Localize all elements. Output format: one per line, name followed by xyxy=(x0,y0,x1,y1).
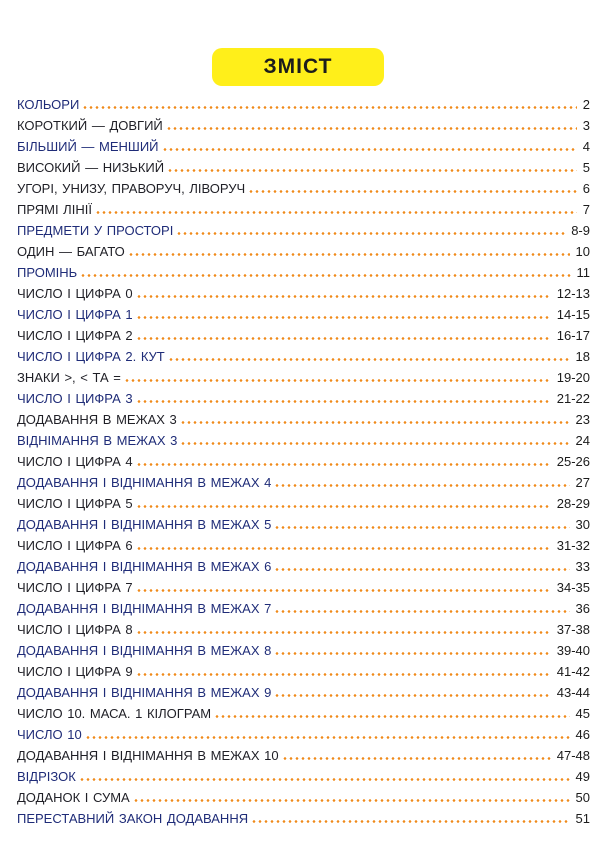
toc-entry[interactable] xyxy=(17,113,590,134)
toc-entry-page: 19-20 xyxy=(556,370,590,385)
dot-leader xyxy=(136,463,551,466)
toc-entry[interactable] xyxy=(17,92,590,113)
toc-entry-page: 8-9 xyxy=(571,223,590,238)
table-of-contents xyxy=(17,92,590,827)
toc-entry-page: 36 xyxy=(575,601,590,616)
toc-entry-page: 47-48 xyxy=(556,748,590,763)
dot-leader xyxy=(136,337,551,340)
dot-leader xyxy=(180,421,570,424)
toc-entry-title: ДОДАВАННЯ І ВІДНІМАННЯ В МЕЖАХ 9 xyxy=(17,685,272,700)
toc-entry-page: 41-42 xyxy=(556,664,590,679)
dot-leader xyxy=(136,673,551,676)
toc-entry-title: ЧИСЛО І ЦИФРА 5 xyxy=(17,496,133,511)
toc-entry[interactable] xyxy=(17,491,590,512)
toc-entry[interactable] xyxy=(17,701,590,722)
toc-entry-title: ПРЯМІ ЛІНІЇ xyxy=(17,202,92,217)
page-title: ЗМІСТ xyxy=(263,55,333,78)
toc-entry[interactable] xyxy=(17,260,590,281)
dot-leader xyxy=(180,442,569,445)
toc-entry-title: ДОДАВАННЯ І ВІДНІМАННЯ В МЕЖАХ 8 xyxy=(17,643,272,658)
toc-entry[interactable] xyxy=(17,365,590,386)
toc-entry-page: 11 xyxy=(576,265,590,280)
dot-leader xyxy=(166,127,577,130)
dot-leader xyxy=(82,106,576,109)
toc-entry-page: 34-35 xyxy=(556,580,590,595)
dot-leader xyxy=(85,736,570,739)
toc-entry-page: 23 xyxy=(575,412,590,427)
toc-entry-page: 5 xyxy=(582,160,590,175)
title-badge xyxy=(212,48,384,86)
toc-entry-page: 18 xyxy=(575,349,590,364)
toc-entry-title: ВІДНІМАННЯ В МЕЖАХ 3 xyxy=(17,433,178,448)
toc-entry-title: ЧИСЛО І ЦИФРА 2. КУТ xyxy=(17,349,165,364)
dot-leader xyxy=(168,358,570,361)
toc-entry-page: 31-32 xyxy=(556,538,590,553)
dot-leader xyxy=(80,274,570,277)
toc-entry-title: ВІДРІЗОК xyxy=(17,769,76,784)
toc-entry[interactable] xyxy=(17,554,590,575)
toc-entry[interactable] xyxy=(17,575,590,596)
toc-entry-title: ЧИСЛО І ЦИФРА 4 xyxy=(17,454,133,469)
toc-entry-title: ЧИСЛО І ЦИФРА 1 xyxy=(17,307,133,322)
toc-entry-page: 6 xyxy=(582,181,590,196)
dot-leader xyxy=(136,505,551,508)
toc-entry-page: 43-44 xyxy=(556,685,590,700)
toc-entry-page: 39-40 xyxy=(556,643,590,658)
toc-entry-title: ДОДАВАННЯ І ВІДНІМАННЯ В МЕЖАХ 5 xyxy=(17,517,272,532)
toc-entry[interactable] xyxy=(17,428,590,449)
toc-entry-title: ДОДАВАННЯ В МЕЖАХ 3 xyxy=(17,412,177,427)
dot-leader xyxy=(274,652,550,655)
dot-leader xyxy=(214,715,569,718)
toc-entry[interactable] xyxy=(17,512,590,533)
toc-entry[interactable] xyxy=(17,617,590,638)
toc-entry-title: ПРЕДМЕТИ У ПРОСТОРІ xyxy=(17,223,174,238)
toc-entry-title: ЧИСЛО І ЦИФРА 3 xyxy=(17,391,133,406)
toc-entry[interactable] xyxy=(17,764,590,785)
dot-leader xyxy=(136,547,551,550)
toc-entry-page: 45 xyxy=(575,706,590,721)
toc-entry-page: 33 xyxy=(575,559,590,574)
toc-entry-page: 27 xyxy=(575,475,590,490)
toc-entry[interactable] xyxy=(17,407,590,428)
toc-entry-title: ЧИСЛО І ЦИФРА 0 xyxy=(17,286,133,301)
toc-entry-title: ДОДАНОК І СУМА xyxy=(17,790,130,805)
dot-leader xyxy=(95,211,577,214)
toc-entry[interactable] xyxy=(17,344,590,365)
toc-entry-page: 16-17 xyxy=(556,328,590,343)
dot-leader xyxy=(176,232,565,235)
toc-entry-title: ЧИСЛО І ЦИФРА 7 xyxy=(17,580,133,595)
dot-leader xyxy=(136,589,551,592)
toc-entry[interactable] xyxy=(17,785,590,806)
dot-leader xyxy=(136,631,551,634)
toc-entry-title: ЧИСЛО 10. МАСА. 1 КІЛОГРАМ xyxy=(17,706,212,721)
toc-entry-title: ЗНАКИ >, < ТА = xyxy=(17,370,121,385)
dot-leader xyxy=(248,190,577,193)
toc-entry-page: 21-22 xyxy=(556,391,590,406)
toc-entry-title: БІЛЬШИЙ — МЕНШИЙ xyxy=(17,139,159,154)
toc-entry-title: ЧИСЛО І ЦИФРА 9 xyxy=(17,664,133,679)
toc-entry-page: 46 xyxy=(575,727,590,742)
toc-entry-title: ДОДАВАННЯ І ВІДНІМАННЯ В МЕЖАХ 4 xyxy=(17,475,272,490)
toc-entry-title: ЧИСЛО І ЦИФРА 6 xyxy=(17,538,133,553)
toc-entry-title: ЧИСЛО І ЦИФРА 8 xyxy=(17,622,133,637)
dot-leader xyxy=(282,757,551,760)
toc-entry-title: ВИСОКИЙ — НИЗЬКИЙ xyxy=(17,160,165,175)
toc-entry[interactable] xyxy=(17,323,590,344)
dot-leader xyxy=(136,400,551,403)
dot-leader xyxy=(162,148,577,151)
toc-entry-page: 4 xyxy=(582,139,590,154)
dot-leader xyxy=(79,778,570,781)
toc-entry[interactable] xyxy=(17,449,590,470)
toc-entry-page: 25-26 xyxy=(556,454,590,469)
toc-entry-title: УГОРІ, УНИЗУ, ПРАВОРУЧ, ЛІВОРУЧ xyxy=(17,181,246,196)
dot-leader xyxy=(274,568,569,571)
toc-entry[interactable] xyxy=(17,806,590,827)
toc-entry[interactable] xyxy=(17,743,590,764)
toc-entry-page: 28-29 xyxy=(556,496,590,511)
toc-entry[interactable] xyxy=(17,134,590,155)
dot-leader xyxy=(274,484,569,487)
toc-entry-title: ДОДАВАННЯ І ВІДНІМАННЯ В МЕЖАХ 6 xyxy=(17,559,272,574)
toc-entry[interactable] xyxy=(17,218,590,239)
toc-entry-page: 3 xyxy=(582,118,590,133)
toc-entry-page: 49 xyxy=(575,769,590,784)
toc-entry[interactable] xyxy=(17,302,590,323)
toc-entry-page: 24 xyxy=(575,433,590,448)
toc-entry-page: 12-13 xyxy=(556,286,590,301)
toc-entry-title: ОДИН — БАГАТО xyxy=(17,244,125,259)
toc-entry-title: КОЛЬОРИ xyxy=(17,97,80,112)
toc-entry[interactable] xyxy=(17,722,590,743)
toc-entry-page: 51 xyxy=(575,811,590,826)
toc-entry[interactable] xyxy=(17,155,590,176)
toc-entry-title: ДОДАВАННЯ І ВІДНІМАННЯ В МЕЖАХ 10 xyxy=(17,748,279,763)
toc-entry-page: 7 xyxy=(582,202,590,217)
dot-leader xyxy=(128,253,570,256)
dot-leader xyxy=(251,820,569,823)
toc-entry[interactable] xyxy=(17,680,590,701)
toc-entry[interactable] xyxy=(17,470,590,491)
toc-entry[interactable] xyxy=(17,659,590,680)
dot-leader xyxy=(136,295,551,298)
toc-entry-title: КОРОТКИЙ — ДОВГИЙ xyxy=(17,118,163,133)
toc-entry[interactable] xyxy=(17,596,590,617)
toc-entry[interactable] xyxy=(17,239,590,260)
toc-entry-title: ЧИСЛО 10 xyxy=(17,727,82,742)
toc-entry[interactable] xyxy=(17,386,590,407)
toc-entry-page: 30 xyxy=(575,517,590,532)
dot-leader xyxy=(274,526,569,529)
dot-leader xyxy=(167,169,577,172)
toc-entry[interactable] xyxy=(17,176,590,197)
toc-entry-page: 2 xyxy=(582,97,590,112)
toc-entry-title: ЧИСЛО І ЦИФРА 2 xyxy=(17,328,133,343)
toc-entry[interactable] xyxy=(17,638,590,659)
toc-entry-title: ПРОМІНЬ xyxy=(17,265,78,280)
toc-entry-page: 10 xyxy=(575,244,590,259)
toc-entry[interactable] xyxy=(17,281,590,302)
toc-entry[interactable] xyxy=(17,197,590,218)
toc-entry-page: 50 xyxy=(575,790,590,805)
dot-leader xyxy=(133,799,570,802)
toc-entry-page: 37-38 xyxy=(556,622,590,637)
toc-entry-title: ПЕРЕСТАВНИЙ ЗАКОН ДОДАВАННЯ xyxy=(17,811,249,826)
toc-entry-page: 14-15 xyxy=(556,307,590,322)
dot-leader xyxy=(124,379,551,382)
dot-leader xyxy=(274,694,550,697)
dot-leader xyxy=(136,316,551,319)
toc-entry-title: ДОДАВАННЯ І ВІДНІМАННЯ В МЕЖАХ 7 xyxy=(17,601,272,616)
toc-entry[interactable] xyxy=(17,533,590,554)
dot-leader xyxy=(274,610,569,613)
